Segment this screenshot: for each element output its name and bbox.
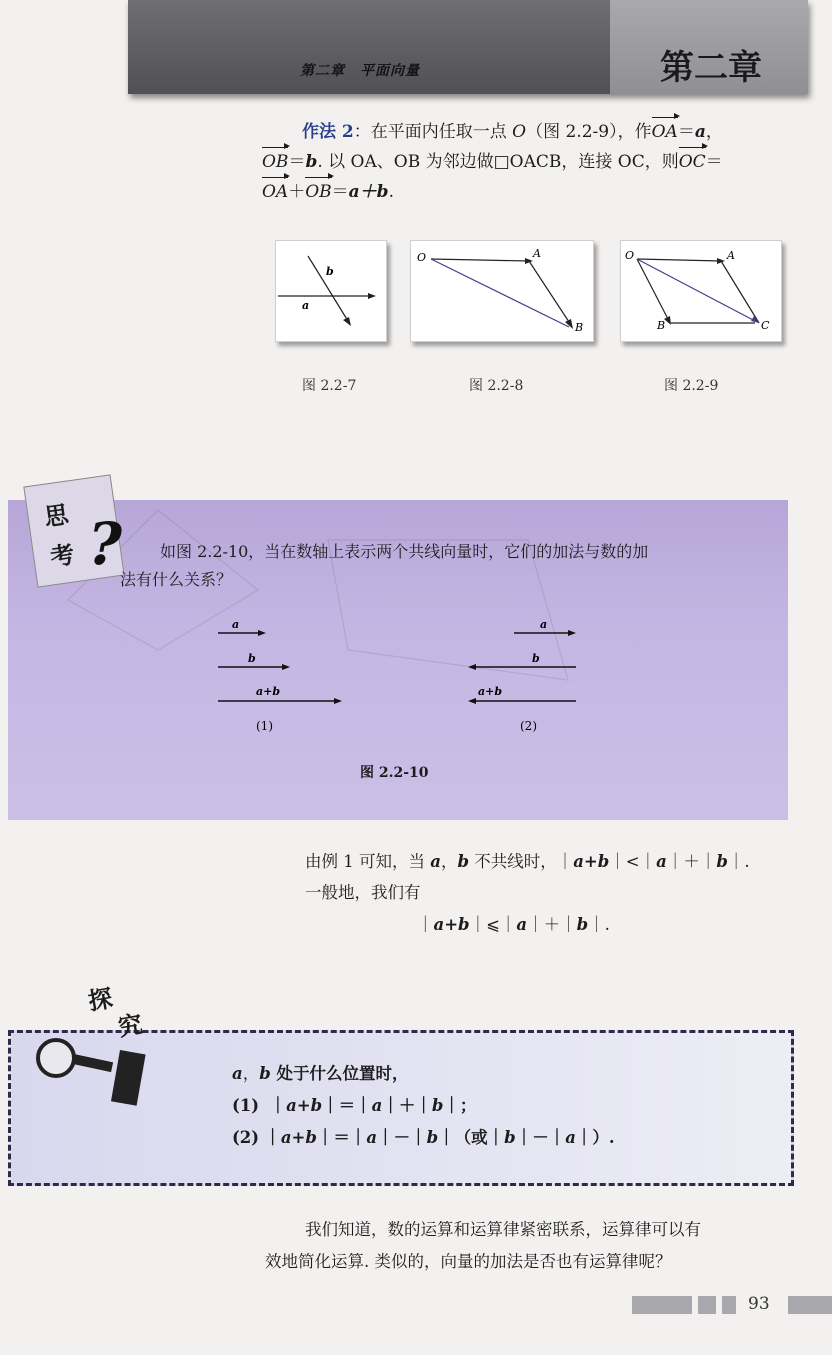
text-span: ＝	[288, 151, 306, 172]
label-o: O	[417, 251, 427, 264]
label-b: b	[248, 652, 256, 665]
text-span: 处于什么位置时，	[270, 1064, 409, 1083]
think-badge-char2: 考	[48, 539, 77, 572]
label-a: A	[727, 249, 735, 262]
text-span: 不共线时，｜	[468, 852, 574, 871]
text-span: ＝	[677, 122, 695, 142]
vector-oc: OC	[679, 148, 706, 178]
magnifier-icon	[30, 1030, 170, 1110]
think-question-line2: 法有什么关系？	[120, 570, 233, 589]
text-span: ＋	[288, 181, 306, 202]
method2-line2	[262, 148, 802, 178]
figure-2-2-8	[410, 240, 594, 342]
vector-a-symbol: a	[565, 1128, 576, 1148]
figure-2-2-9-drawing	[621, 241, 781, 341]
vector-sum-symbol: a+b	[280, 1128, 317, 1148]
text-span: ｜＝｜	[322, 1096, 372, 1116]
subfigure-label-1: (1)	[256, 719, 273, 733]
text-span: ｜<｜	[609, 852, 657, 871]
vector-a-symbol: a	[656, 852, 667, 871]
label-b: b	[326, 265, 334, 278]
footer-bar	[632, 1296, 692, 1314]
text-span: ｜.	[727, 852, 750, 871]
label-o: O	[625, 249, 635, 262]
method2-paragraph	[262, 118, 802, 207]
label-b: b	[532, 652, 540, 665]
text-span: . 以 OA、OB 为邻边做□OACB，连接 OC，则	[317, 151, 679, 172]
text-span: ｜－｜	[377, 1128, 427, 1148]
vector-oa: OA	[652, 118, 678, 148]
think-badge-char1: 思	[42, 499, 71, 532]
page-number: 93	[748, 1294, 770, 1314]
closing-paragraph	[265, 1214, 805, 1278]
vector-a-symbol: a	[232, 1064, 243, 1083]
label-a: a	[232, 618, 240, 631]
vector-sum-symbol: a+b	[286, 1096, 323, 1116]
text-span: （图 2.2-9），作	[526, 122, 652, 142]
text-span: ｜	[269, 1096, 287, 1116]
chapter-label: 第二章 平面向量	[300, 63, 420, 79]
vector-b-symbol: b	[305, 151, 318, 172]
label-a: a	[540, 618, 548, 631]
figure-2-2-7-drawing	[276, 241, 386, 341]
method2-label: 作法 2	[302, 122, 354, 142]
text-span: ，	[705, 122, 723, 142]
think-question	[120, 538, 780, 594]
explore-badge-char2: 究	[116, 1009, 145, 1042]
closing-line2: 效地简化运算. 类似的，向量的加法是否也有运算律呢？	[265, 1252, 672, 1272]
vector-sum-symbol: a+b	[573, 852, 610, 871]
figure-2-2-9	[620, 240, 782, 342]
text-span: ｜＋｜	[382, 1096, 432, 1116]
text-span: ｜＋｜	[527, 914, 577, 934]
label-b: B	[657, 319, 666, 332]
footer-bar	[788, 1296, 832, 1314]
vector-ob: OB	[305, 178, 331, 208]
footer-bar	[722, 1296, 736, 1314]
text-span: ，	[440, 852, 458, 871]
vector-b-symbol: b	[504, 1128, 516, 1148]
text-span: ｜⩽｜	[469, 914, 517, 934]
text-span: 由例 1 可知，当	[305, 852, 431, 871]
vector-sum-symbol: a+b	[433, 914, 470, 934]
label-c: C	[761, 319, 770, 332]
text-span: ｜）.	[575, 1128, 615, 1148]
caption-2-2-7: 图 2.2-7	[302, 378, 357, 394]
explore-condition-1	[232, 1090, 772, 1122]
text-span: ｜	[417, 914, 434, 934]
explore-question	[232, 1058, 772, 1090]
text-span: (1)	[232, 1096, 260, 1116]
vector-a-symbol: a	[516, 914, 528, 934]
text-span: ，	[242, 1064, 260, 1083]
explore-condition-2	[232, 1122, 772, 1154]
label-b: B	[575, 321, 584, 334]
vector-oa: OA	[262, 178, 288, 208]
method2-line1	[262, 118, 802, 148]
explore-content	[232, 1058, 772, 1155]
figure-2-2-7	[275, 240, 387, 342]
figure-2-2-10	[210, 615, 590, 735]
caption-2-2-8: 图 2.2-8	[469, 378, 524, 394]
text-span: O	[512, 122, 527, 142]
text-span: ｜＋｜	[666, 852, 717, 871]
inequality-paragraph	[305, 846, 805, 940]
inequality-line2: 一般地，我们有	[305, 883, 421, 903]
footer-bar	[698, 1296, 716, 1314]
vector-a-symbol: a	[430, 852, 441, 871]
label-a-plus-b: a+b	[478, 685, 503, 698]
text-span: .	[388, 181, 394, 202]
vector-ob: OB	[262, 148, 288, 178]
text-span: ＝	[705, 151, 723, 172]
label-a: a	[302, 299, 310, 312]
label-a-plus-b: a+b	[256, 685, 281, 698]
text-span: ｜（或｜	[438, 1128, 505, 1148]
vector-b-symbol: b	[426, 1128, 439, 1148]
text-span: ｜；	[443, 1096, 477, 1116]
caption-2-2-9: 图 2.2-9	[664, 378, 719, 394]
text-span: ｜－｜	[515, 1128, 566, 1148]
method2-line3	[262, 178, 802, 208]
vector-b-symbol: b	[259, 1064, 271, 1083]
caption-2-2-10: 图 2.2-10	[360, 765, 429, 781]
vector-a-symbol: a	[366, 1128, 378, 1148]
vector-b-symbol: b	[431, 1096, 444, 1116]
inequality-formula	[305, 909, 805, 940]
vector-b-symbol: b	[576, 914, 589, 934]
vector-b-symbol: b	[457, 852, 469, 871]
inequality-line1	[305, 846, 805, 877]
vector-a-symbol: a	[371, 1096, 383, 1116]
label-a: A	[533, 247, 541, 260]
text-span: ｜.	[588, 914, 610, 934]
explore-badge-char1: 探	[86, 983, 115, 1016]
subfigure-label-2: (2)	[520, 719, 537, 733]
text-span: (2)	[232, 1128, 260, 1148]
text-span: ｜＝｜	[316, 1128, 367, 1148]
vector-b-symbol: b	[716, 852, 728, 871]
vector-a-symbol: a	[694, 122, 706, 142]
text-span: ｜	[264, 1128, 281, 1148]
text-span: ＝	[331, 181, 349, 202]
question-mark-icon: ?	[88, 510, 122, 578]
vector-sum-symbol: a＋b	[348, 181, 389, 202]
closing-line1: 我们知道，数的运算和运算律紧密联系，运算律可以有	[305, 1220, 701, 1239]
figure-2-2-8-drawing	[411, 241, 593, 341]
think-question-line1: 如图 2.2-10，当在数轴上表示两个共线向量时，它们的加法与数的加	[160, 542, 649, 561]
text-span: ：在平面内任取一点	[353, 122, 513, 142]
chapter-title-big: 第二章	[660, 48, 762, 88]
